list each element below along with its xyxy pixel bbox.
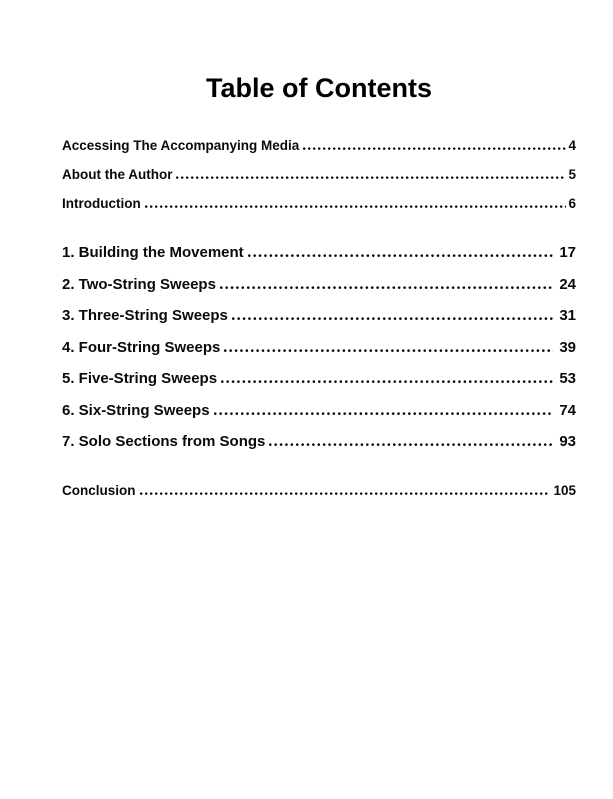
toc-entry bbox=[62, 426, 576, 458]
toc-entry bbox=[62, 300, 576, 332]
toc-entry-label: 3. Three-String Sweeps bbox=[62, 307, 228, 324]
toc-entry-page: 5 bbox=[568, 167, 576, 182]
toc-entry-label: Accessing The Accompanying Media bbox=[62, 138, 300, 153]
toc-entry-page: 17 bbox=[559, 244, 576, 261]
toc-front-matter bbox=[62, 131, 576, 218]
toc-entry-page: 24 bbox=[559, 275, 576, 293]
toc-entry-label: 2. Two-String Sweeps bbox=[62, 275, 216, 293]
toc-entry bbox=[62, 189, 576, 218]
toc-entry-label: About the Author bbox=[62, 167, 173, 182]
toc-entry-page: 105 bbox=[553, 482, 576, 498]
toc-entry bbox=[62, 131, 576, 160]
toc-entry-label: 7. Solo Sections from Songs bbox=[62, 433, 266, 450]
toc-chapters bbox=[62, 237, 576, 458]
toc-entry bbox=[62, 395, 576, 427]
toc-entry bbox=[62, 476, 576, 505]
toc-entry-label: 4. Four-String Sweeps bbox=[62, 338, 221, 356]
dot-leader bbox=[140, 492, 551, 495]
toc-entry-page: 93 bbox=[559, 433, 576, 450]
dot-leader bbox=[224, 349, 553, 352]
toc-entry bbox=[62, 269, 576, 301]
toc-entry bbox=[62, 237, 576, 269]
toc-entry-page: 53 bbox=[559, 370, 576, 387]
dot-leader bbox=[303, 147, 566, 150]
page-title: Table of Contents bbox=[206, 73, 432, 103]
toc-entry-page: 39 bbox=[559, 338, 576, 356]
toc-entry-label: Introduction bbox=[62, 196, 141, 211]
toc-entry-page: 74 bbox=[559, 401, 576, 419]
toc-back-matter bbox=[62, 476, 576, 505]
dot-leader bbox=[232, 317, 553, 320]
toc-entry-page: 6 bbox=[568, 196, 576, 211]
toc-entry bbox=[62, 332, 576, 364]
dot-leader bbox=[221, 380, 553, 383]
document-page bbox=[62, 0, 576, 505]
dot-leader bbox=[176, 176, 566, 179]
dot-leader bbox=[145, 205, 567, 208]
dot-leader bbox=[269, 443, 553, 446]
toc-entry bbox=[62, 363, 576, 395]
dot-leader bbox=[248, 254, 554, 257]
toc-entry-page: 31 bbox=[559, 307, 576, 324]
toc-entry-label: 1. Building the Movement bbox=[62, 244, 244, 261]
toc-entry-page: 4 bbox=[568, 138, 576, 153]
dot-leader bbox=[214, 412, 554, 415]
toc-entry-label: Conclusion bbox=[62, 482, 136, 498]
dot-leader bbox=[220, 286, 553, 289]
toc-entry-label: 5. Five-String Sweeps bbox=[62, 370, 218, 387]
toc-entry-label: 6. Six-String Sweeps bbox=[62, 401, 210, 419]
toc-entry bbox=[62, 160, 576, 189]
